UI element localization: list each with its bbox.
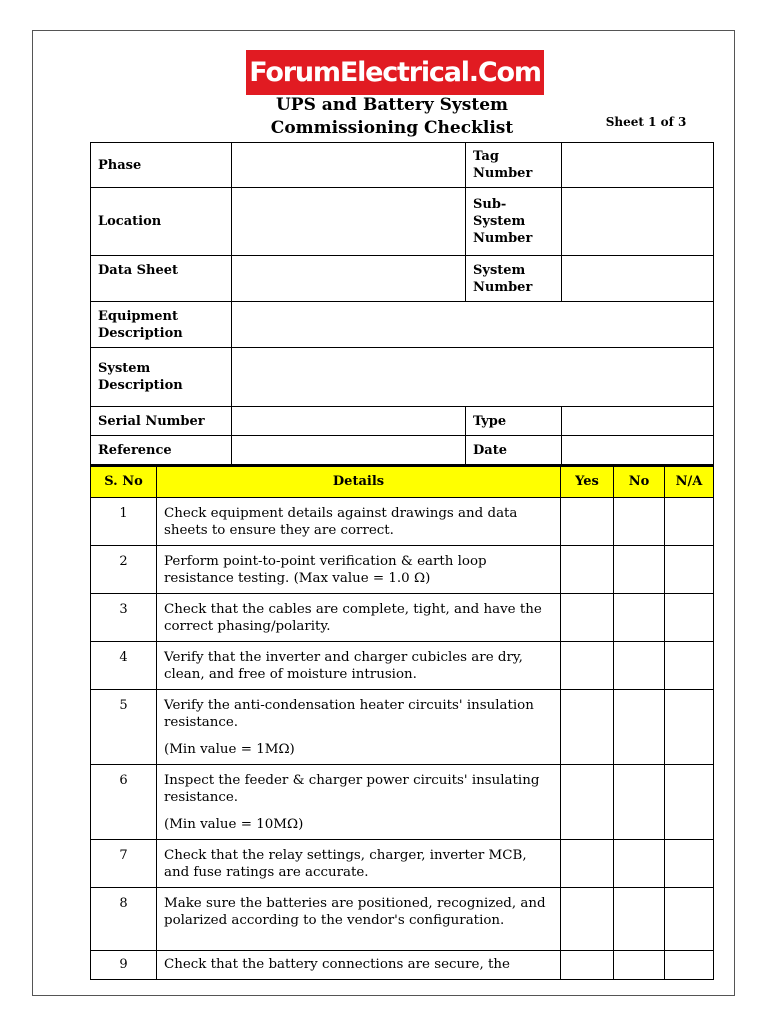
yes-checkbox[interactable]: [561, 887, 614, 950]
title-line-1: UPS and Battery System: [275, 95, 509, 115]
row-details-text: Check that the cables are complete, tight, and have the correct phasing/polarity.: [164, 601, 542, 634]
reference-field[interactable]: [232, 436, 466, 465]
no-checkbox[interactable]: [614, 764, 665, 839]
checklist-table: [90, 465, 714, 980]
row-details-text: Make sure the batteries are positioned, recognized, and polarized according to the vendor's configuration.: [164, 895, 546, 928]
sno-header: S. No: [91, 466, 157, 497]
na-checkbox[interactable]: [665, 545, 714, 593]
yes-checkbox[interactable]: [561, 593, 614, 641]
row-number: 9: [91, 950, 157, 979]
yes-checkbox[interactable]: [561, 839, 614, 887]
checklist-header-row: [91, 466, 714, 497]
table-row: [91, 764, 714, 839]
yes-header: Yes: [561, 466, 614, 497]
table-row: [91, 950, 714, 979]
document-title: [232, 94, 552, 140]
system-number-field[interactable]: [562, 256, 714, 302]
na-checkbox[interactable]: [665, 887, 714, 950]
row-details-note: (Min value = 10MΩ): [164, 816, 304, 832]
row-details: [157, 764, 561, 839]
data-sheet-field[interactable]: [232, 256, 466, 302]
row-details: [157, 497, 561, 545]
row-details-note: (Min value = 1MΩ): [164, 741, 295, 757]
row-details-text: Check equipment details against drawings and data sheets to ensure they are correct.: [164, 505, 518, 538]
row-details: [157, 641, 561, 689]
row-number: 2: [91, 545, 157, 593]
serial-number-field[interactable]: [232, 407, 466, 436]
row-number: 1: [91, 497, 157, 545]
row-number: 3: [91, 593, 157, 641]
forumelectrical-logo: ForumElectrical.Com: [246, 50, 544, 95]
row-details: [157, 887, 561, 950]
type-label: Type: [466, 407, 562, 436]
no-checkbox[interactable]: [614, 545, 665, 593]
yes-checkbox[interactable]: [561, 641, 614, 689]
tag-number-label: Tag Number: [466, 143, 562, 188]
date-label: Date: [466, 436, 562, 465]
row-details-text: Verify the anti-condensation heater circuits' insulation resistance.: [164, 697, 534, 730]
no-checkbox[interactable]: [614, 839, 665, 887]
na-checkbox[interactable]: [665, 764, 714, 839]
yes-checkbox[interactable]: [561, 764, 614, 839]
location-field[interactable]: [232, 188, 466, 256]
row-details: [157, 545, 561, 593]
no-checkbox[interactable]: [614, 950, 665, 979]
system-description-field[interactable]: [232, 348, 714, 407]
row-details-text: Perform point-to-point verification & earth loop resistance testing. (Max value = 1.0 Ω): [164, 553, 487, 586]
row-number: 4: [91, 641, 157, 689]
no-checkbox[interactable]: [614, 497, 665, 545]
row-number: 8: [91, 887, 157, 950]
serial-number-label: Serial Number: [91, 407, 232, 436]
na-checkbox[interactable]: [665, 497, 714, 545]
na-checkbox[interactable]: [665, 689, 714, 764]
row-details-text: Inspect the feeder & charger power circuits' insulating resistance.: [164, 772, 540, 805]
sheet-number: Sheet 1 of 3: [605, 115, 687, 129]
row-details: [157, 689, 561, 764]
na-header: N/A: [665, 466, 714, 497]
equipment-description-label: Equipment Description: [91, 302, 232, 348]
sub-system-number-label: Sub-System Number: [466, 188, 562, 256]
table-row: [91, 641, 714, 689]
table-row: [91, 887, 714, 950]
no-checkbox[interactable]: [614, 593, 665, 641]
row-details-text: Verify that the inverter and charger cubicles are dry, clean, and free of moisture intrusion.: [164, 649, 523, 682]
sub-system-number-field[interactable]: [562, 188, 714, 256]
na-checkbox[interactable]: [665, 593, 714, 641]
system-description-label: System Description: [91, 348, 232, 407]
no-checkbox[interactable]: [614, 689, 665, 764]
row-details-text: Check that the battery connections are secure, the: [164, 956, 510, 972]
phase-field[interactable]: [232, 143, 466, 188]
date-field[interactable]: [562, 436, 714, 465]
system-number-label: System Number: [466, 256, 562, 302]
no-header: No: [614, 466, 665, 497]
yes-checkbox[interactable]: [561, 950, 614, 979]
tag-number-field[interactable]: [562, 143, 714, 188]
reference-label: Reference: [91, 436, 232, 465]
table-row: [91, 593, 714, 641]
na-checkbox[interactable]: [665, 950, 714, 979]
row-number: 7: [91, 839, 157, 887]
table-row: [91, 689, 714, 764]
details-header: Details: [157, 466, 561, 497]
info-table: [90, 142, 714, 465]
equipment-description-field[interactable]: [232, 302, 714, 348]
row-details: [157, 950, 561, 979]
na-checkbox[interactable]: [665, 839, 714, 887]
yes-checkbox[interactable]: [561, 497, 614, 545]
no-checkbox[interactable]: [614, 641, 665, 689]
title-line-2: Commissioning Checklist: [270, 118, 514, 138]
row-number: 6: [91, 764, 157, 839]
table-row: [91, 497, 714, 545]
table-row: [91, 839, 714, 887]
data-sheet-label: Data Sheet: [91, 256, 232, 302]
table-row: [91, 545, 714, 593]
phase-label: Phase: [91, 143, 232, 188]
yes-checkbox[interactable]: [561, 545, 614, 593]
row-number: 5: [91, 689, 157, 764]
location-label: Location: [91, 188, 232, 256]
na-checkbox[interactable]: [665, 641, 714, 689]
type-field[interactable]: [562, 407, 714, 436]
no-checkbox[interactable]: [614, 887, 665, 950]
row-details: [157, 593, 561, 641]
row-details-text: Check that the relay settings, charger, inverter MCB, and fuse ratings are accurate.: [164, 847, 527, 880]
yes-checkbox[interactable]: [561, 689, 614, 764]
row-details: [157, 839, 561, 887]
